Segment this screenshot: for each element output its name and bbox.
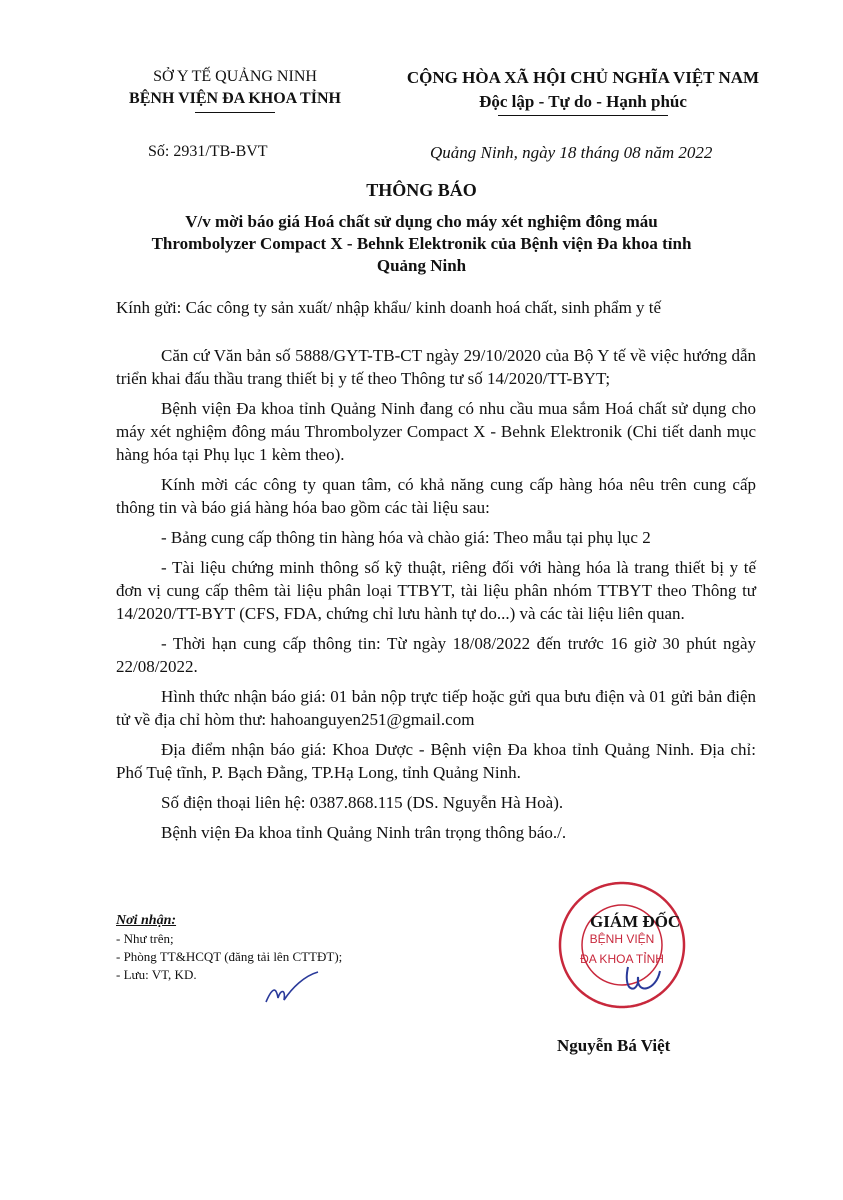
document-number: Số: 2931/TB-BVT [148,143,268,160]
document-title: THÔNG BÁO [366,180,477,200]
issuer-underline [195,112,275,113]
document-body [116,344,756,851]
body-paragraph: Căn cứ Văn bản số 5888/GYT-TB-CT ngày 29/10/2020 của Bộ Y tế về việc hướng dẫn triển khai đấu thầu trang thiết bị y tế theo Thông tư số 14/2020/TT-BYT; [116,346,756,388]
document-date: Quảng Ninh, ngày 18 tháng 08 năm 2022 [430,143,713,162]
body-paragraph: Địa điểm nhận báo giá: Khoa Dược - Bệnh viện Đa khoa tỉnh Quảng Ninh. Địa chỉ: Phố Tuệ tĩnh, P. Bạch Đằng, TP.Hạ Long, tỉnh Quảng Ninh. [116,740,756,782]
subject-line: Quảng Ninh [376,256,467,275]
issuer-block [100,66,370,113]
issuer-department: SỞ Y TẾ QUẢNG NINH [153,68,317,85]
recipient-item: - Như trên; [116,931,174,946]
recipients-title: Nơi nhận: [116,913,177,928]
national-motto-block [378,66,788,116]
motto: Độc lập - Tự do - Hạnh phúc [479,92,687,111]
body-paragraph: Bệnh viện Đa khoa tỉnh Quảng Ninh trân trọng thông báo./. [161,823,567,842]
document-subject [100,211,743,277]
motto-underline [498,115,668,116]
recipient-item: - Phòng TT&HCQT (đăng tải lên CTTĐT); [116,949,343,964]
recipient-item: - Lưu: VT, KD. [116,967,197,982]
greeting: Kính gửi: Các công ty sản xuất/ nhập khẩu/ kinh doanh hoá chất, sinh phẩm y tế [116,298,662,317]
svg-text:ĐA KHOA TỈNH: ĐA KHOA TỈNH [580,952,664,966]
body-paragraph: Bệnh viện Đa khoa tỉnh Quảng Ninh đang có nhu cầu mua sắm Hoá chất sử dụng cho máy xét nghiệm đông máu Thrombolyzer Compact X - Behnk Elektronik (Chi tiết danh mục hàng hóa tại Phụ lục 1 kèm theo). [116,399,756,464]
body-paragraph: - Thời hạn cung cấp thông tin: Từ ngày 18/08/2022 đến trước 16 giờ 30 phút ngày 22/08/2022. [116,634,756,676]
country-name: CỘNG HÒA XÃ HỘI CHỦ NGHĨA VIỆT NAM [406,68,760,87]
subject-line: V/v mời báo giá Hoá chất sử dụng cho máy xét nghiệm đông máu [185,212,658,231]
official-seal [552,875,692,1015]
body-paragraph: Kính mời các công ty quan tâm, có khả năng cung cấp hàng hóa nêu trên cung cấp thông tin và báo giá hàng hóa bao gồm các tài liệu sau: [116,475,756,517]
body-paragraph: Số điện thoại liên hệ: 0387.868.115 (DS. Nguyễn Hà Hoà). [161,793,564,812]
signatory-title: GIÁM ĐỐC [590,912,681,931]
subject-line: Thrombolyzer Compact X - Behnk Elektronik của Bệnh viện Đa khoa tỉnh [151,234,692,253]
signatory-name: Nguyễn Bá Việt [557,1036,671,1055]
body-paragraph: - Tài liệu chứng minh thông số kỹ thuật, riêng đối với hàng hóa là trang thiết bị y tế đơn vị cung cấp thêm tài liệu phân loại TTBYT, tài liệu phân nhóm TTBYT theo Thông tư 14/2020/TT-BYT (CFS, FDA, chứng chỉ lưu hành tự do...) và các tài liệu liên quan. [116,558,756,623]
body-paragraph: - Bảng cung cấp thông tin hàng hóa và chào giá: Theo mẫu tại phụ lục 2 [161,528,651,547]
body-paragraph: Hình thức nhận báo giá: 01 bản nộp trực tiếp hoặc gửi qua bưu điện và 01 gửi bản điện tử về địa chỉ hòm thư: hahoanguyen251@gmail.com [116,687,756,729]
issuer-hospital: BỆNH VIỆN ĐA KHOA TỈNH [129,90,341,107]
svg-text:BỆNH VIỆN: BỆNH VIỆN [589,932,655,946]
initial-signature [262,968,322,1008]
